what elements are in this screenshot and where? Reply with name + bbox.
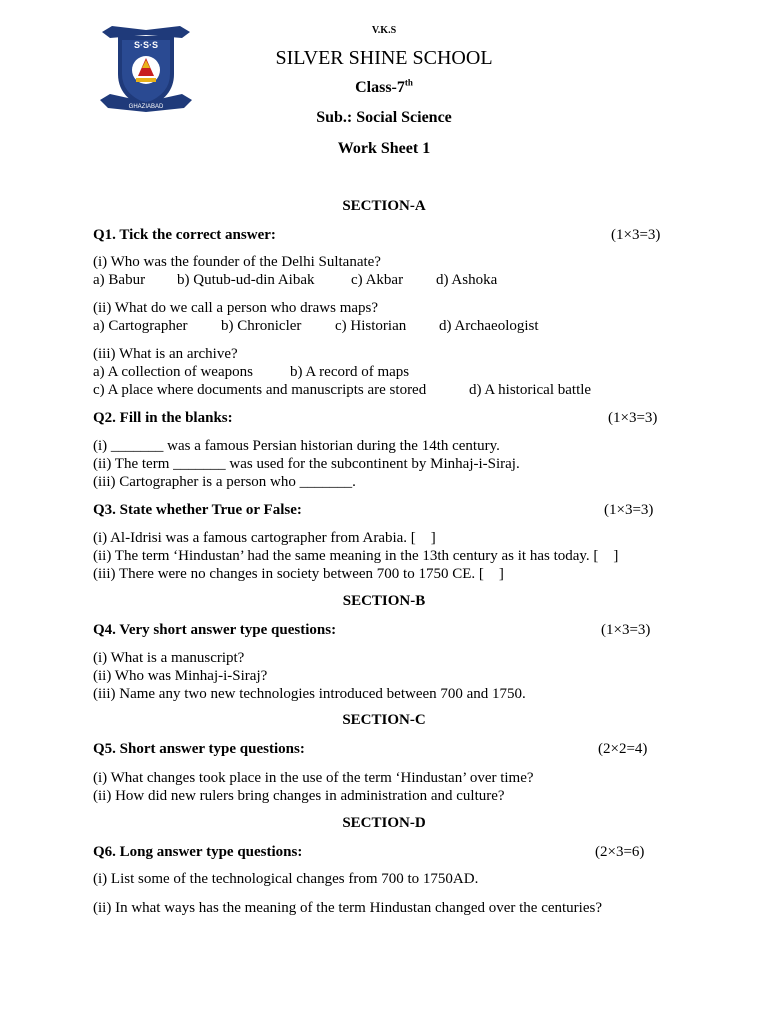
q4-title: Q4. Very short answer type questions: xyxy=(93,622,337,638)
q6-line: (i) List some of the technological changes from 700 to 1750AD. xyxy=(93,871,479,887)
q4-line: (iii) Name any two new technologies introduced between 700 and 1750. xyxy=(93,686,526,702)
q3-marks: (1×3=3) xyxy=(604,502,654,518)
q4-marks: (1×3=3) xyxy=(601,622,651,638)
q2-title: Q2. Fill in the blanks: xyxy=(93,410,233,426)
subject-label: Sub.: Social Science xyxy=(316,109,452,126)
q1-i-option-d: d) Ashoka xyxy=(436,272,498,288)
section-b-heading: SECTION-B xyxy=(342,593,426,609)
q1-ii-option-b: b) Chronicler xyxy=(221,318,302,334)
q1-marks: (1×3=3) xyxy=(611,227,661,243)
q5-line: (i) What changes took place in the use of the term ‘Hindustan’ over time? xyxy=(93,770,534,786)
svg-text:S·S·S: S·S·S xyxy=(133,40,159,50)
header-top-label: V.K.S xyxy=(371,25,397,36)
q1-iii-option-c: c) A place where documents and manuscripts are stored xyxy=(93,382,427,398)
q2-line: (ii) The term _______ was used for the subcontinent by Minhaj-i-Siraj. xyxy=(93,456,520,472)
q1-i-option-c: c) Akbar xyxy=(351,272,404,288)
q2-line: (iii) Cartographer is a person who _______. xyxy=(93,474,356,490)
q1-ii-option-a: a) Cartographer xyxy=(93,318,188,334)
section-d-heading: SECTION-D xyxy=(342,815,426,831)
q1-iii-option-b: b) A record of maps xyxy=(290,364,410,380)
q1-ii-question: (ii) What do we call a person who draws maps? xyxy=(93,300,379,316)
q3-title: Q3. State whether True or False: xyxy=(93,502,302,518)
q3-line: (ii) The term ‘Hindustan’ had the same meaning in the 13th century as it has today. [ ] xyxy=(93,548,619,564)
q1-i-option-b: b) Qutub-ud-din Aibak xyxy=(177,272,315,288)
q5-marks: (2×2=4) xyxy=(598,741,648,757)
q1-ii-option-c: c) Historian xyxy=(335,318,407,334)
q4-line: (i) What is a manuscript? xyxy=(93,650,245,666)
section-c-heading: SECTION-C xyxy=(342,712,426,728)
school-name: SILVER SHINE SCHOOL xyxy=(275,47,493,69)
q2-line: (i) _______ was a famous Persian historian during the 14th century. xyxy=(93,438,500,454)
q1-iii-option-d: d) A historical battle xyxy=(469,382,592,398)
q1-iii-question: (iii) What is an archive? xyxy=(93,346,238,362)
q1-iii-option-a: a) A collection of weapons xyxy=(93,364,253,380)
q6-marks: (2×3=6) xyxy=(595,844,645,860)
q1-i-option-a: a) Babur xyxy=(93,272,146,288)
svg-text:GHAZIABAD: GHAZIABAD xyxy=(128,104,164,110)
q4-line: (ii) Who was Minhaj-i-Siraj? xyxy=(93,668,268,684)
worksheet-title: Work Sheet 1 xyxy=(337,140,431,157)
q1-title: Q1. Tick the correct answer: xyxy=(93,227,276,243)
q1-ii-option-d: d) Archaeologist xyxy=(439,318,539,334)
q2-marks: (1×3=3) xyxy=(608,410,658,426)
q5-line: (ii) How did new rulers bring changes in administration and culture? xyxy=(93,788,505,804)
q3-line: (i) Al-Idrisi was a famous cartographer from Arabia. [ ] xyxy=(93,530,436,546)
q3-line: (iii) There were no changes in society between 700 to 1750 CE. [ ] xyxy=(93,566,504,582)
q5-title: Q5. Short answer type questions: xyxy=(93,741,305,757)
section-a-heading: SECTION-A xyxy=(342,198,426,214)
q1-i-question: (i) Who was the founder of the Delhi Sultanate? xyxy=(93,254,381,270)
q6-line: (ii) In what ways has the meaning of the term Hindustan changed over the centuries? xyxy=(93,900,602,916)
class-label: Class-7th xyxy=(355,77,413,96)
q6-title: Q6. Long answer type questions: xyxy=(93,844,303,860)
